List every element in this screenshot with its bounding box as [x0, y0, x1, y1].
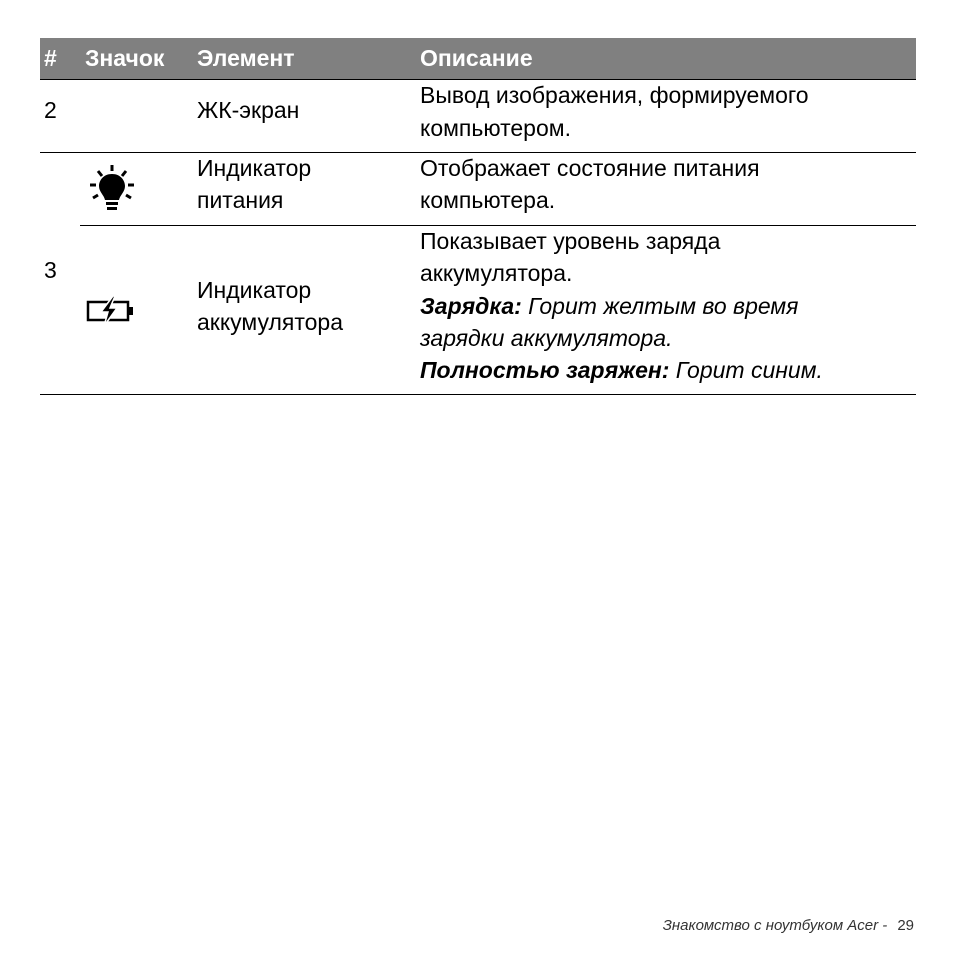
element-name: аккумулятора	[197, 309, 344, 335]
element-name: питания	[197, 187, 284, 213]
footer-text: Знакомство с ноутбуком Acer -	[662, 917, 888, 934]
charging-text-cont: зарядки аккумулятора.	[420, 325, 673, 351]
battery-charging-icon	[86, 295, 136, 327]
power-indicator-icon	[89, 164, 135, 214]
description-line: Показывает уровень заряда	[420, 228, 721, 254]
table-bottom-border	[40, 394, 916, 395]
description-line: Отображает состояние питания	[420, 155, 760, 181]
element-name: ЖК-экран	[197, 97, 300, 123]
full-charge-note	[420, 354, 823, 386]
row-number: 3	[44, 257, 57, 283]
description-line: Вывод изображения, формируемого	[420, 82, 809, 108]
page-number: 29	[897, 917, 914, 934]
element-name: Индикатор	[197, 155, 312, 181]
full-label: Полностью заряжен:	[420, 357, 670, 383]
description-line: аккумулятора.	[420, 260, 573, 286]
description-line: компьютера.	[420, 187, 556, 213]
row-number: 2	[44, 97, 57, 123]
table-header	[40, 38, 916, 80]
page-footer	[663, 917, 914, 934]
full-text: Горит синим.	[669, 357, 823, 383]
header-icon: Значок	[85, 45, 165, 71]
header-description: Описание	[420, 45, 533, 71]
header-element: Элемент	[197, 45, 295, 71]
charging-label: Зарядка:	[420, 293, 522, 319]
charging-note	[420, 290, 798, 322]
component-table	[40, 38, 916, 383]
header-num: #	[44, 45, 57, 71]
description-line: компьютером.	[420, 115, 571, 141]
element-name: Индикатор	[197, 277, 312, 303]
charging-text: Горит желтым во время	[521, 293, 799, 319]
